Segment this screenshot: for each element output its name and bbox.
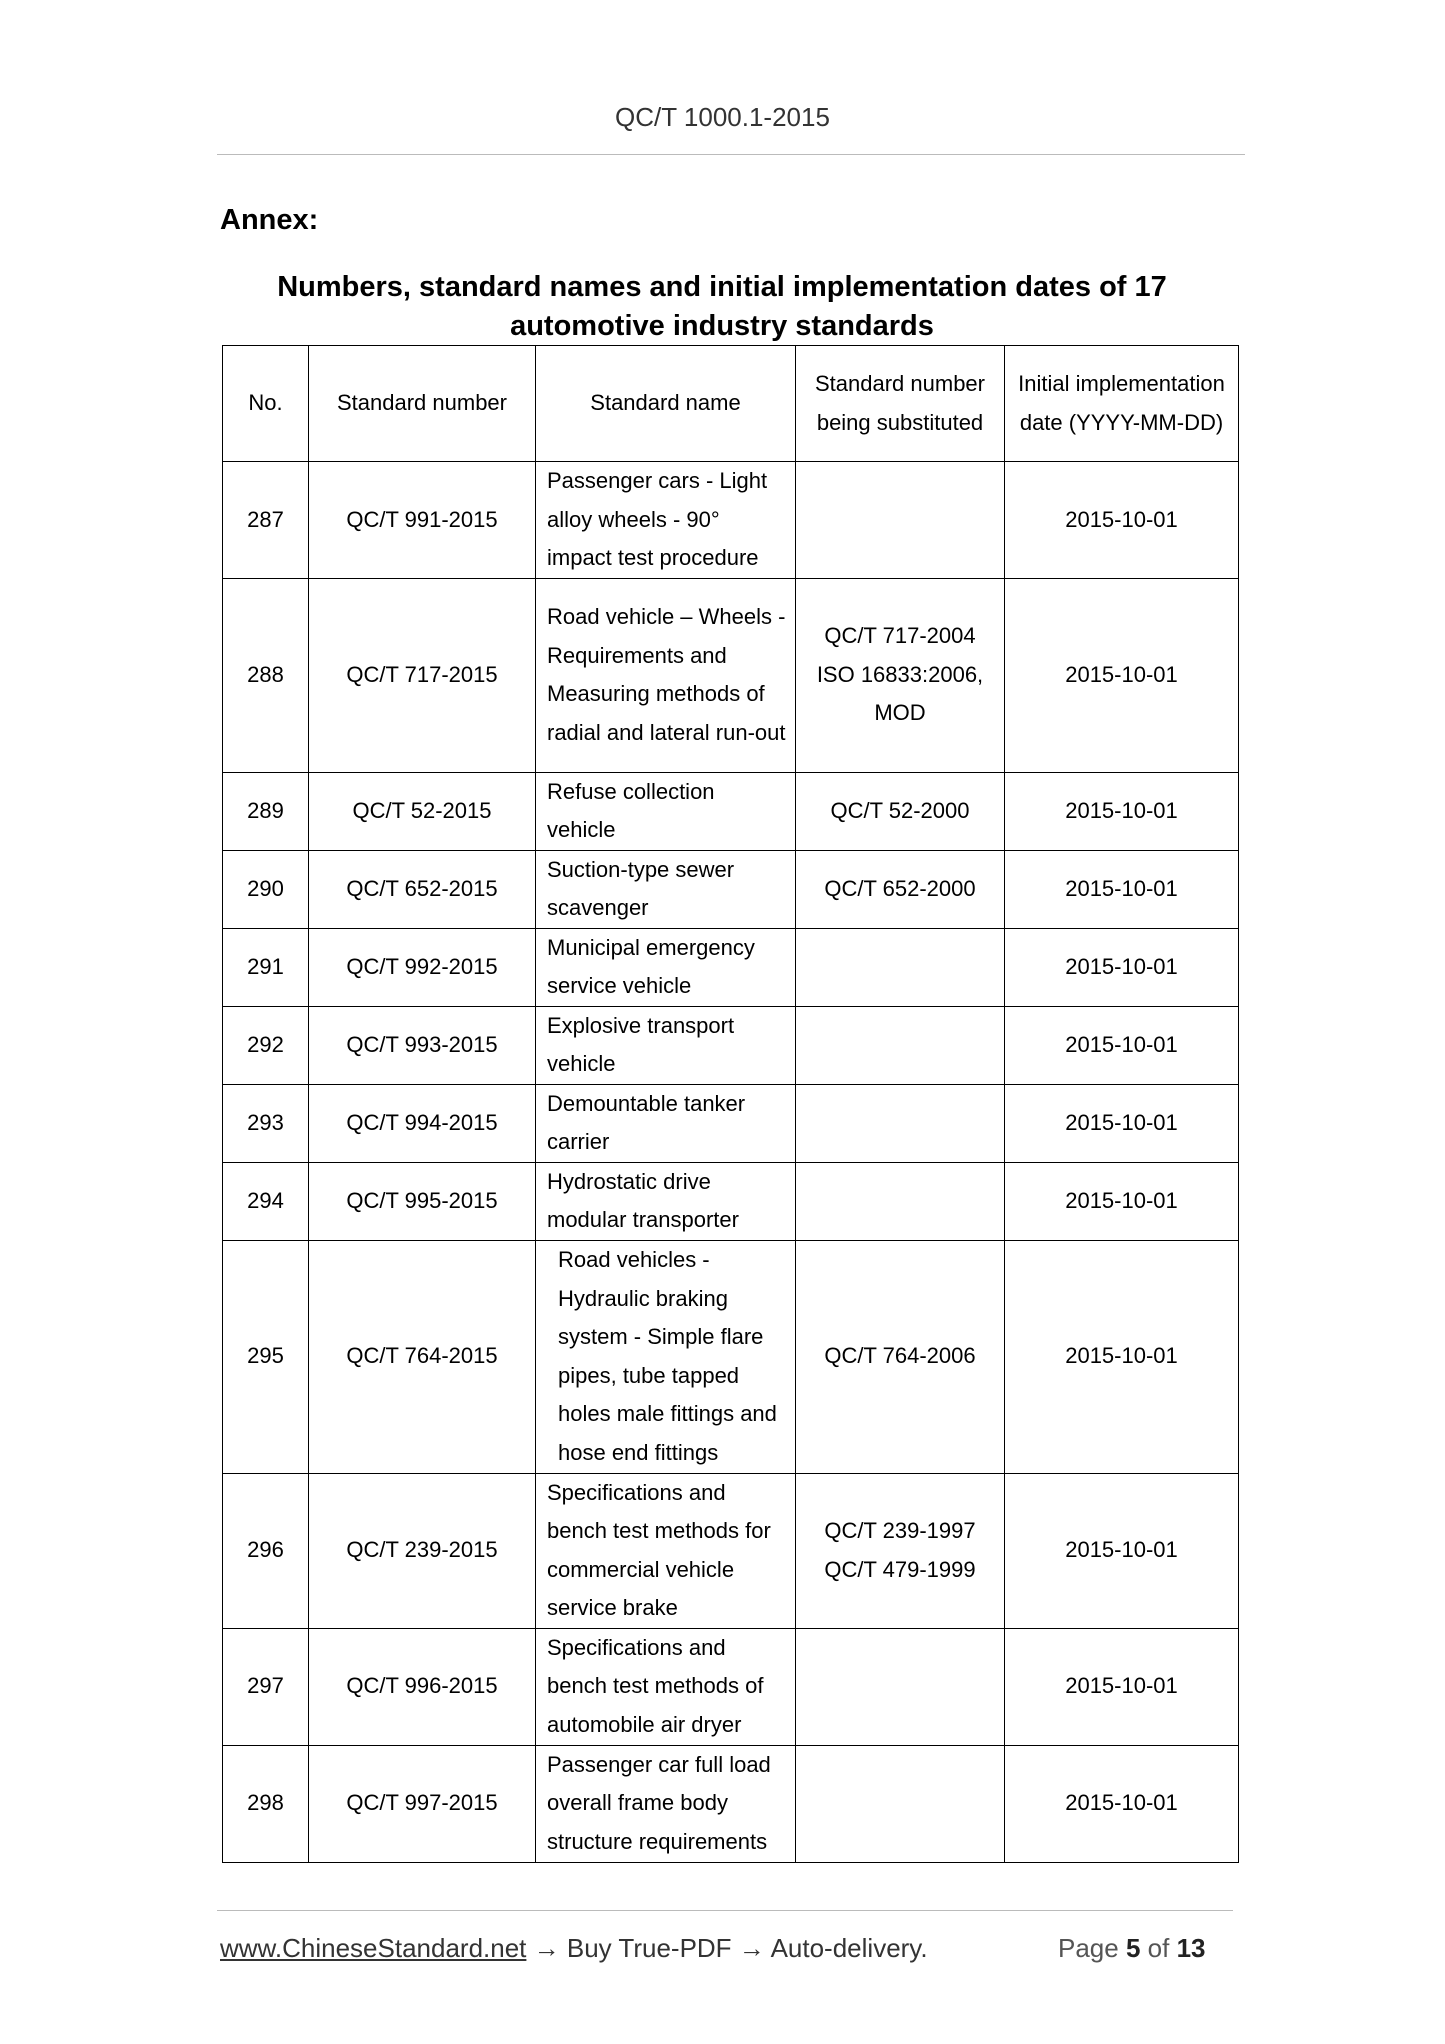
column-header-no: No. (223, 346, 309, 462)
cell-standard-number: QC/T 994-2015 (309, 1084, 536, 1162)
cell-standard-name: Road vehicles - Hydraulic braking system - Simple flare pipes, tube tapped holes male fittings and hose end fittings (536, 1240, 796, 1473)
table-row (223, 850, 1239, 928)
table-row (223, 578, 1239, 772)
footer-promo (220, 1933, 928, 1964)
cell-date: 2015-10-01 (1005, 1628, 1239, 1745)
cell-substituted: QC/T 52-2000 (796, 772, 1005, 850)
cell-standard-number: QC/T 52-2015 (309, 772, 536, 850)
cell-date: 2015-10-01 (1005, 1473, 1239, 1628)
column-header-substituted: Standard number being substituted (796, 346, 1005, 462)
cell-standard-name: Passenger car full load overall frame body structure requirements (536, 1745, 796, 1862)
page-current: 5 (1125, 1933, 1141, 1963)
cell-no: 288 (223, 578, 309, 772)
footer-divider (217, 1910, 1233, 1911)
cell-substituted (796, 1084, 1005, 1162)
cell-date: 2015-10-01 (1005, 1240, 1239, 1473)
cell-standard-name: Hydrostatic drive modular transporter (536, 1162, 796, 1240)
cell-date: 2015-10-01 (1005, 772, 1239, 850)
cell-substituted (796, 1745, 1005, 1862)
table-row (223, 1473, 1239, 1628)
cell-date: 2015-10-01 (1005, 1162, 1239, 1240)
cell-no: 287 (223, 462, 309, 579)
table-header-row (223, 346, 1239, 462)
cell-date: 2015-10-01 (1005, 850, 1239, 928)
cell-no: 290 (223, 850, 309, 928)
header-divider (217, 154, 1245, 155)
cell-standard-number: QC/T 992-2015 (309, 928, 536, 1006)
cell-standard-name: Explosive transport vehicle (536, 1006, 796, 1084)
cell-substituted (796, 1628, 1005, 1745)
cell-standard-number: QC/T 717-2015 (309, 578, 536, 772)
table-row (223, 928, 1239, 1006)
cell-standard-number: QC/T 239-2015 (309, 1473, 536, 1628)
cell-no: 291 (223, 928, 309, 1006)
cell-date: 2015-10-01 (1005, 1745, 1239, 1862)
column-header-implementation-date: Initial implementation date (YYYY-MM-DD) (1005, 346, 1239, 462)
cell-standard-name: Road vehicle – Wheels - Requirements and Measuring methods of radial and lateral run-out (536, 578, 796, 772)
cell-substituted: QC/T 717-2004 ISO 16833:2006, MOD (796, 578, 1005, 772)
page-of-label: of (1147, 1933, 1170, 1963)
cell-substituted (796, 1006, 1005, 1084)
cell-standard-number: QC/T 995-2015 (309, 1162, 536, 1240)
cell-standard-number: QC/T 996-2015 (309, 1628, 536, 1745)
table-row (223, 1628, 1239, 1745)
table-row (223, 1006, 1239, 1084)
cell-date: 2015-10-01 (1005, 1084, 1239, 1162)
footer-tagline: → Buy True-PDF → Auto-delivery. (526, 1933, 928, 1963)
page-total: 13 (1176, 1933, 1206, 1963)
table-row (223, 1240, 1239, 1473)
table-row (223, 462, 1239, 579)
cell-substituted: QC/T 652-2000 (796, 850, 1005, 928)
cell-standard-name: Refuse collection vehicle (536, 772, 796, 850)
table-row (223, 1745, 1239, 1862)
cell-substituted (796, 928, 1005, 1006)
table-row (223, 772, 1239, 850)
cell-standard-name: Demountable tanker carrier (536, 1084, 796, 1162)
document-header: QC/T 1000.1-2015 (615, 102, 830, 132)
cell-standard-number: QC/T 997-2015 (309, 1745, 536, 1862)
cell-substituted (796, 462, 1005, 579)
table-row (223, 1162, 1239, 1240)
standards-table (222, 345, 1239, 1863)
annex-label: Annex: (220, 204, 319, 236)
cell-substituted: QC/T 239-1997 QC/T 479-1999 (796, 1473, 1005, 1628)
cell-standard-number: QC/T 991-2015 (309, 462, 536, 579)
cell-standard-name: Specifications and bench test methods for commercial vehicle service brake (536, 1473, 796, 1628)
page-label: Page (1058, 1933, 1119, 1963)
cell-standard-name: Suction-type sewer scavenger (536, 850, 796, 928)
cell-no: 298 (223, 1745, 309, 1862)
cell-no: 297 (223, 1628, 309, 1745)
cell-date: 2015-10-01 (1005, 578, 1239, 772)
website-link[interactable]: www.ChineseStandard.net (220, 1933, 527, 1963)
cell-standard-name: Passenger cars - Light alloy wheels - 90° impact test procedure (536, 462, 796, 579)
column-header-standard-number: Standard number (309, 346, 536, 462)
cell-no: 295 (223, 1240, 309, 1473)
cell-date: 2015-10-01 (1005, 928, 1239, 1006)
cell-no: 296 (223, 1473, 309, 1628)
cell-date: 2015-10-01 (1005, 462, 1239, 579)
cell-no: 292 (223, 1006, 309, 1084)
cell-standard-number: QC/T 764-2015 (309, 1240, 536, 1473)
cell-substituted (796, 1162, 1005, 1240)
cell-no: 293 (223, 1084, 309, 1162)
cell-no: 289 (223, 772, 309, 850)
table-title: Numbers, standard names and initial implementation dates of 17 automotive industry standards (277, 271, 1167, 342)
cell-standard-number: QC/T 652-2015 (309, 850, 536, 928)
column-header-standard-name: Standard name (536, 346, 796, 462)
page-indicator (1058, 1933, 1206, 1964)
cell-no: 294 (223, 1162, 309, 1240)
cell-standard-name: Municipal emergency service vehicle (536, 928, 796, 1006)
cell-substituted: QC/T 764-2006 (796, 1240, 1005, 1473)
cell-standard-number: QC/T 993-2015 (309, 1006, 536, 1084)
cell-standard-name: Specifications and bench test methods of automobile air dryer (536, 1628, 796, 1745)
cell-date: 2015-10-01 (1005, 1006, 1239, 1084)
table-row (223, 1084, 1239, 1162)
